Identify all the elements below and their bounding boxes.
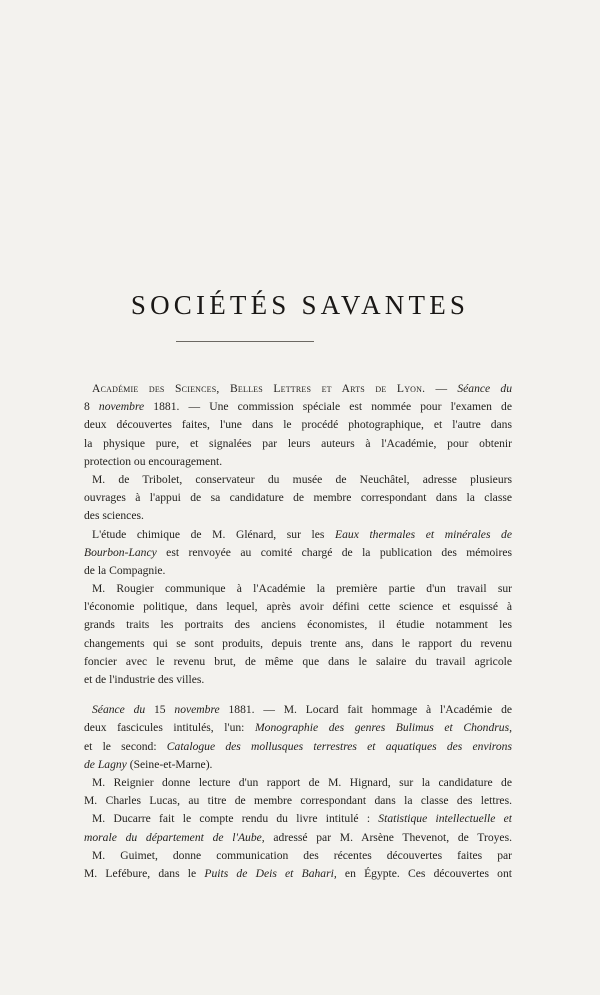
- text-line: [84, 398, 512, 416]
- text-run: deux découvertes faites, l'une dans le procédé photographique, et l'autre dans: [84, 418, 512, 432]
- paragraph: [84, 810, 512, 846]
- italic-text: Catalogue des mollusques terrestres et aquatiques des environs: [166, 739, 512, 753]
- article-body: [84, 380, 512, 883]
- paragraph: [84, 774, 512, 810]
- text-run: 15: [145, 703, 175, 717]
- small-caps-text: Académie des Sciences, Belles Lettres et Arts de Lyon.: [92, 382, 426, 395]
- text-run: M. Charles Lucas, au titre de membre correspondant dans la classe des lettres.: [84, 794, 512, 808]
- text-line: [84, 738, 512, 756]
- text-line: [84, 435, 512, 453]
- text-run: —: [425, 382, 458, 395]
- text-run: (Seine-et-Marne).: [126, 757, 213, 771]
- text-run: en Égypte. Ces découvertes ont: [336, 866, 512, 880]
- text-run: l'économie politique, dans lequel, après avoir défini cette science et esquissé à: [84, 600, 512, 614]
- text-line: [84, 635, 512, 653]
- text-line: [84, 453, 512, 471]
- text-line: [84, 847, 512, 865]
- italic-text: Séance du: [457, 382, 512, 395]
- italic-text: Eaux thermales et minérales de: [335, 527, 512, 541]
- text-line: [84, 653, 512, 671]
- text-run: 1881. — Une commission spéciale est nommée pour l'examen de: [144, 400, 512, 414]
- text-run: M. Rougier communique à l'Académie la première partie d'un travail sur: [92, 582, 512, 596]
- text-line: [84, 471, 512, 489]
- text-run: M. Reignier donne lecture d'un rapport de M. Hignard, sur la candidature de: [92, 775, 512, 789]
- paragraph: [84, 580, 512, 689]
- italic-text: novembre: [98, 400, 145, 414]
- section-gap: [84, 689, 512, 701]
- italic-text: Statistique intellectuelle et: [378, 812, 512, 826]
- text-run: la physique pure, et signalées par leurs auteurs à l'Académie, pour obtenir: [84, 436, 512, 450]
- text-line: [84, 865, 512, 883]
- text-line: [84, 507, 512, 525]
- text-run: est renvoyée au comité chargé de la publication des mémoires: [156, 545, 512, 559]
- text-run: grands traits les portraits des anciens économistes, il étudie notamment les: [84, 618, 512, 632]
- italic-text: morale du département de l'Aube,: [84, 830, 265, 844]
- italic-text: Séance du: [92, 703, 146, 717]
- text-run: adressé par M. Arsène Thevenot, de Troyes.: [264, 830, 512, 844]
- text-line: [84, 416, 512, 434]
- paragraph: [84, 701, 512, 774]
- paragraph: [84, 847, 512, 883]
- text-run: M. Ducarre fait le compte rendu du livre intitulé :: [92, 812, 379, 826]
- text-line: [84, 580, 512, 598]
- text-line: [84, 671, 512, 689]
- text-run: ouvrages à l'appui de sa candidature de membre correspondant dans la classe: [84, 491, 512, 505]
- text-run: L'étude chimique de M. Glénard, sur les: [92, 527, 336, 541]
- text-run: foncier avec le revenu brut, de même que dans le salaire du travail agricole: [84, 654, 512, 668]
- text-line: [84, 562, 512, 580]
- text-line: [84, 489, 512, 507]
- text-line: [84, 774, 512, 792]
- text-line: [84, 792, 512, 810]
- text-line: [84, 526, 512, 544]
- text-run: et de l'industrie des villes.: [84, 673, 205, 686]
- text-line: [84, 829, 512, 847]
- italic-text: Puits de Deis et Bahari,: [204, 866, 337, 880]
- text-run: M. de Tribolet, conservateur du musée de Neuchâtel, adresse plusieurs: [92, 472, 512, 486]
- text-line: [84, 810, 512, 828]
- text-run: protection ou encouragement.: [84, 454, 223, 468]
- italic-text: Monographie des genres Bulimus et Chondrus,: [254, 721, 512, 735]
- italic-text: de Lagny: [84, 757, 127, 771]
- title-rule: [176, 341, 314, 342]
- text-line: [84, 544, 512, 562]
- italic-text: Bourbon-Lancy: [84, 545, 157, 559]
- paragraph: [84, 380, 512, 471]
- paragraph: [84, 526, 512, 581]
- text-line: [84, 719, 512, 737]
- text-run: deux fascicules intitulés, l'un:: [84, 721, 255, 735]
- page-title: SOCIÉTÉS SAVANTES: [130, 290, 470, 320]
- text-run: M. Lefébure, dans le: [84, 866, 205, 880]
- text-run: 1881. — M. Locard fait hommage à l'Académie de: [219, 703, 512, 717]
- text-line: [84, 598, 512, 616]
- text-line: [84, 701, 512, 719]
- text-run: de la Compagnie.: [84, 563, 166, 577]
- text-run: changements qui se sont produits, depuis trente ans, dans le rapport du revenu: [84, 636, 512, 650]
- italic-text: novembre: [174, 703, 220, 717]
- text-run: des sciences.: [84, 509, 144, 523]
- text-line: [84, 756, 512, 774]
- text-line: [84, 380, 512, 398]
- text-run: M. Guimet, donne communication des récentes découvertes faites par: [92, 848, 512, 862]
- text-run: et le second:: [84, 739, 167, 753]
- text-line: [84, 616, 512, 634]
- text-run: 8: [84, 400, 99, 414]
- paragraph: [84, 471, 512, 526]
